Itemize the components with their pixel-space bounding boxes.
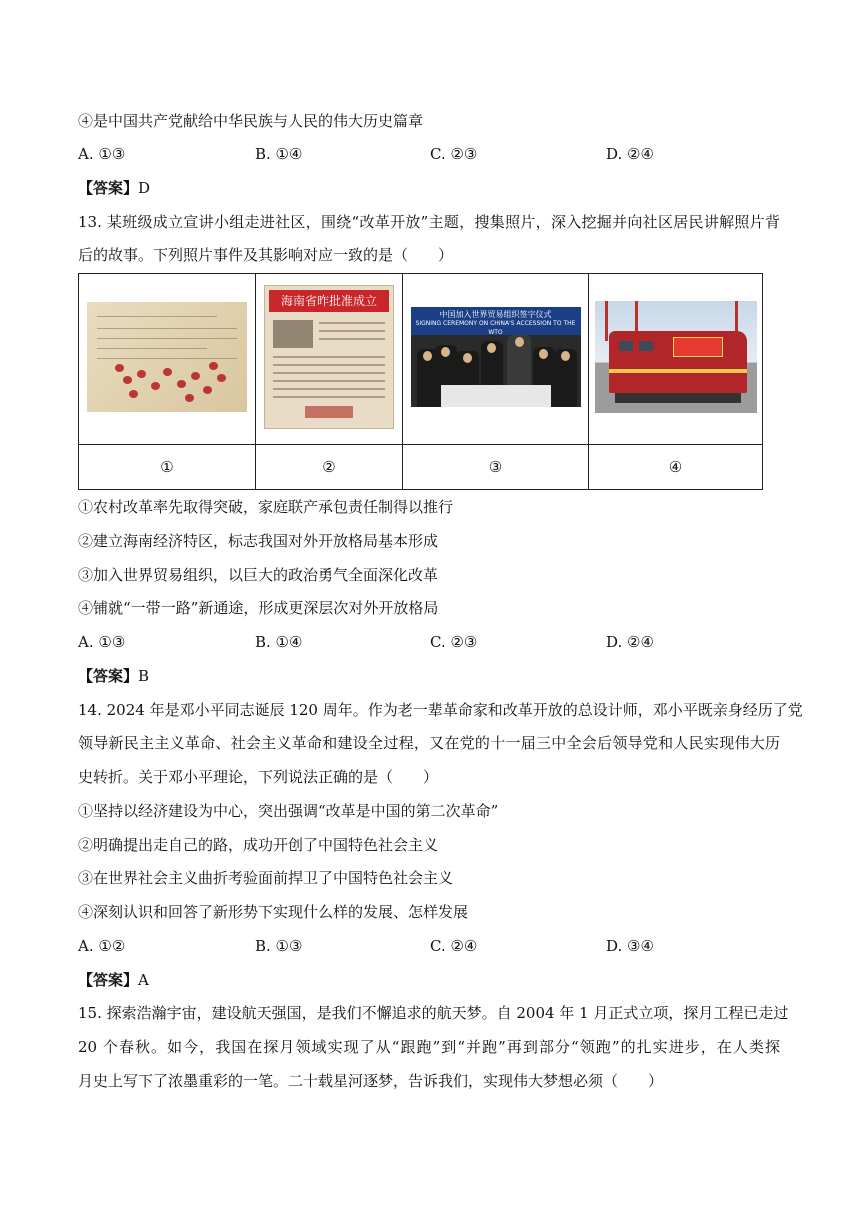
q13-option-a: A. ①③	[78, 633, 126, 651]
photo-cell-1	[79, 274, 256, 445]
answer-tag: 【答案】	[78, 179, 139, 197]
q13-option-d: D. ②④	[606, 633, 654, 651]
q14-stem-line-2: 领导新民主主义革命、社会主义革命和建设全过程，又在党的十一届三中全会后领导党和人民实现伟大历	[78, 734, 780, 752]
q13-item-3: ③加入世界贸易组织，以巨大的政治勇气全面深化改革	[78, 566, 439, 584]
q14-option-b: B. ①③	[255, 937, 303, 955]
q14-option-c: C. ②④	[430, 937, 478, 955]
answer-value: B	[138, 667, 150, 685]
q13-item-4: ④铺就“一带一路”新通途，形成更深层次对外开放格局	[78, 599, 439, 617]
q13-option-c: C. ②③	[430, 633, 478, 651]
answer-tag: 【答案】	[78, 971, 139, 989]
q13-options	[78, 631, 778, 653]
q14-stem-line-3: 史转折。关于邓小平理论，下列说法正确的是（ ）	[78, 768, 439, 786]
photo-cell-3	[403, 274, 589, 445]
q12-answer	[78, 177, 150, 199]
q14-option-a: A. ①②	[78, 937, 126, 955]
q15-stem-line-2: 20 个春秋。如今，我国在探月领域实现了从“跟跑”到“并跑”再到部分“领跑”的扎实进步，在人类探	[78, 1038, 780, 1056]
hainan-newspaper-photo	[264, 285, 394, 429]
photo-label-4: ④	[589, 445, 763, 490]
q14-options	[78, 935, 778, 957]
q15-stem-line-3: 月史上写下了浓墨重彩的一笔。二十载星河逐梦，告诉我们，实现伟大梦想必须（ ）	[78, 1072, 664, 1090]
q13-stem-line-1: 13. 某班级成立宣讲小组走进社区，围绕“改革开放”主题，搜集照片，深入挖掘并向社区居民讲解照片背	[78, 213, 780, 231]
q12-option-b: B. ①④	[255, 145, 303, 163]
xiaogang-contract-photo	[87, 302, 247, 412]
photo-label-2: ②	[256, 445, 403, 490]
banner-title-cn: 中国加入世界贸易组织签字仪式	[439, 310, 552, 319]
q14-stem-line-1: 14. 2024 年是邓小平同志诞辰 120 周年。作为老一辈革命家和改革开放的总设计师，邓小平既亲身经历了党	[78, 701, 803, 719]
q12-option-a: A. ①③	[78, 145, 126, 163]
q14-item-3: ③在世界社会主义曲折考验面前捍卫了中国特色社会主义	[78, 869, 454, 887]
china-europe-train-photo	[595, 301, 757, 413]
q14-item-1: ①坚持以经济建设为中心，突出强调“改革是中国的第二次革命”	[78, 802, 499, 820]
q13-option-b: B. ①④	[255, 633, 303, 651]
photo-label-1: ①	[79, 445, 256, 490]
newspaper-headline: 海南省昨批准成立	[269, 290, 389, 312]
q14-option-d: D. ③④	[606, 937, 654, 955]
q13-answer	[78, 665, 149, 687]
q13-item-1: ①农村改革率先取得突破，家庭联产承包责任制得以推行	[78, 498, 454, 516]
q15-stem-line-1: 15. 探索浩瀚宇宙，建设航天强国，是我们不懈追求的航天梦。自 2004 年 1 月正式立项，探月工程已走过	[78, 1004, 789, 1022]
answer-value: A	[138, 971, 149, 989]
answer-tag: 【答案】	[78, 667, 139, 685]
q14-answer	[78, 969, 149, 991]
photo-label-3: ③	[403, 445, 589, 490]
q14-item-4: ④深刻认识和回答了新形势下实现什么样的发展、怎样发展	[78, 903, 469, 921]
q12-option-d: D. ②④	[606, 145, 654, 163]
q12-option-c: C. ②③	[430, 145, 478, 163]
q12-options	[78, 143, 778, 165]
q12-item-4: ④是中国共产党献给中华民族与人民的伟大历史篇章	[78, 112, 424, 130]
wto-signing-photo	[411, 307, 581, 407]
photo-cell-4	[589, 274, 763, 445]
q13-item-2: ②建立海南经济特区，标志我国对外开放格局基本形成	[78, 532, 439, 550]
answer-value: D	[138, 179, 151, 197]
photo-cell-2	[256, 274, 403, 445]
banner-title-en: SIGNING CEREMONY ON CHINA'S ACCESSION TO THE WTO	[415, 320, 576, 336]
q13-stem-line-2: 后的故事。下列照片事件及其影响对应一致的是（ ）	[78, 246, 454, 264]
q13-photo-table	[78, 273, 763, 490]
q14-item-2: ②明确提出走自己的路，成功开创了中国特色社会主义	[78, 836, 439, 854]
